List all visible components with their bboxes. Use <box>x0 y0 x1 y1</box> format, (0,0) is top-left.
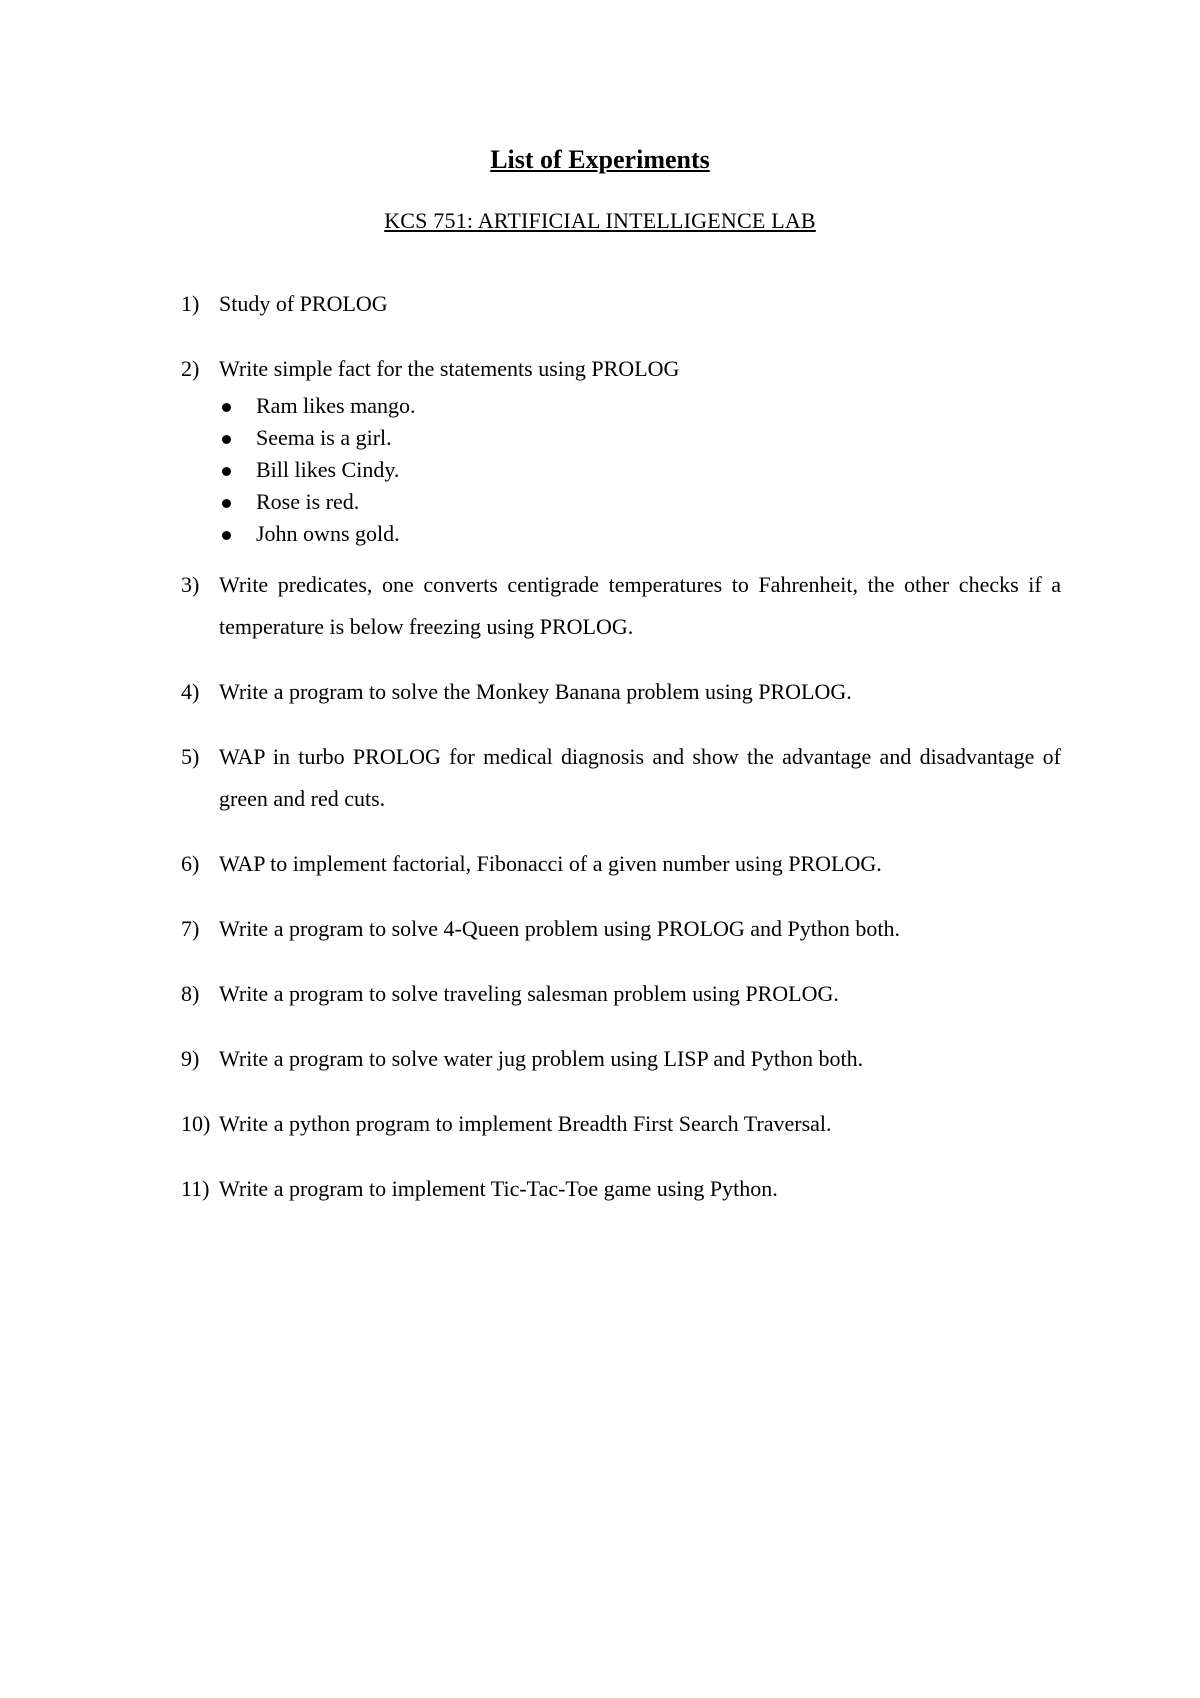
bullet-icon <box>222 403 231 412</box>
experiment-text: Write a program to solve the Monkey Banana problem using PROLOG. <box>219 679 852 704</box>
experiment-text: Write a python program to implement Breadth First Search Traversal. <box>219 1111 832 1136</box>
statement-bullet <box>219 486 1061 518</box>
experiment-item <box>181 1103 1061 1145</box>
bullet-icon <box>222 467 231 476</box>
experiment-number: 6) <box>181 851 200 876</box>
experiment-item <box>181 1168 1061 1210</box>
document-subtitle: KCS 751: ARTIFICIAL INTELLIGENCE LAB <box>384 208 816 233</box>
experiment-number: 5) <box>181 744 200 769</box>
experiment-item <box>181 348 1061 550</box>
experiment-number: 11) <box>181 1176 210 1201</box>
experiment-text: Write simple fact for the statements using PROLOG <box>219 356 680 381</box>
experiment-item <box>181 736 1061 820</box>
experiment-item <box>181 908 1061 950</box>
statement-bullet <box>219 390 1061 422</box>
statement-bullet-list <box>219 390 1061 550</box>
statement-bullet <box>219 454 1061 486</box>
experiment-number: 10) <box>181 1111 211 1136</box>
experiment-number: 4) <box>181 679 200 704</box>
experiment-text: Write a program to solve 4-Queen problem using PROLOG and Python both. <box>219 916 901 941</box>
experiment-item <box>181 564 1061 648</box>
statement-text: John owns gold. <box>256 521 400 546</box>
experiment-item <box>181 671 1061 713</box>
statement-text: Seema is a girl. <box>256 425 392 450</box>
experiment-number: 3) <box>181 572 200 597</box>
statement-bullet <box>219 518 1061 550</box>
experiment-number: 7) <box>181 916 200 941</box>
statement-text: Bill likes Cindy. <box>256 457 400 482</box>
experiment-number: 9) <box>181 1046 200 1071</box>
experiment-text: WAP to implement factorial, Fibonacci of a given number using PROLOG. <box>219 851 882 876</box>
experiment-item <box>181 1038 1061 1080</box>
experiment-text: Write a program to implement Tic-Tac-Toe game using Python. <box>219 1176 778 1201</box>
experiment-text: Write predicates, one converts centigrade temperatures to Fahrenheit, the other checks if a temperature is below freezing using PROLOG. <box>219 572 1061 639</box>
experiment-item <box>181 973 1061 1015</box>
experiment-text: Write a program to solve traveling salesman problem using PROLOG. <box>219 981 839 1006</box>
bullet-icon <box>222 531 231 540</box>
bullet-icon <box>222 499 231 508</box>
statement-text: Rose is red. <box>256 489 360 514</box>
experiment-item <box>181 283 1061 325</box>
experiment-text: Write a program to solve water jug problem using LISP and Python both. <box>219 1046 864 1071</box>
experiment-text: Study of PROLOG <box>219 291 388 316</box>
document-title: List of Experiments <box>490 145 710 174</box>
experiment-text: WAP in turbo PROLOG for medical diagnosis and show the advantage and disadvantage of green and red cuts. <box>219 744 1061 811</box>
statement-text: Ram likes mango. <box>256 393 416 418</box>
experiment-number: 1) <box>181 291 200 316</box>
experiment-item <box>181 843 1061 885</box>
experiment-number: 2) <box>181 356 200 381</box>
bullet-icon <box>222 435 231 444</box>
experiment-list <box>181 283 1061 1233</box>
statement-bullet <box>219 422 1061 454</box>
experiment-number: 8) <box>181 981 200 1006</box>
